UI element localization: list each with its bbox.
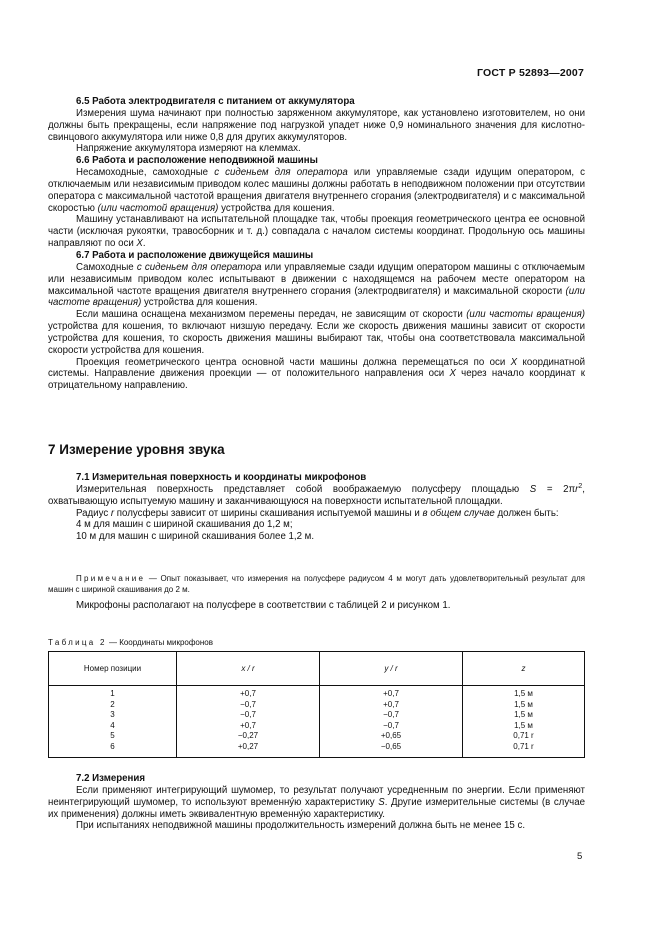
para-7-1-2: Радиус r полусферы зависит от ширины скашивания испытуемой машины и в общем случае должен быть: — [76, 507, 559, 519]
cell-pos: 6 — [49, 742, 177, 757]
cell-x: +0,7 — [177, 721, 320, 732]
para-7-2-2: При испытаниях неподвижной машины продолжительность измерений должна быть не менее 15 с. — [76, 820, 526, 832]
para-6-7-2: Если машина оснащена механизмом перемены передач, не зависящим от скорости (или частоты вращения) устройства для кошения, то включают низшую передачу. Если же скорость движения машины зависит от скорости устройства для кошения, то скорость движения машины выбирают так, чтобы она соответствовала максимальной скорости устройства для кошения. — [48, 309, 585, 356]
cell-pos: 3 — [49, 710, 177, 721]
heading-6-5: 6.5 Работа электродвигателя с питанием от аккумулятора — [76, 96, 355, 107]
table-caption — [48, 638, 213, 647]
cell-y: +0,65 — [320, 731, 463, 742]
section-7-2-block — [48, 773, 585, 832]
list-item-radius-10: 10 м для машин с шириной скашивания более 1,2 м. — [76, 531, 315, 543]
heading-6-7: 6.7 Работа и расположение движущейся машины — [76, 249, 314, 261]
table-row — [49, 686, 585, 700]
cell-x: −0,7 — [177, 700, 320, 711]
note — [48, 573, 585, 595]
section-7-1-block — [48, 472, 585, 543]
para-7-2-1: Если применяют интегрирующий шумомер, то результат получают усредненным по энергии. Если применяют неинтегрирующий шумомер, то используют временну́ю характеристику S. Другие измерительные системы (в случае их применения) должны иметь эквивалентную временну́ю характеристику. — [48, 784, 585, 820]
heading-7-1: 7.1 Измерительная поверхность и координаты микрофонов — [76, 472, 367, 483]
cell-z: 1,5 м — [463, 700, 585, 711]
list-item-radius-4: 4 м для машин с шириной скашивания до 1,2 м; — [76, 519, 293, 531]
para-6-6-1: Несамоходные, самоходные с сиденьем для оператора или управляемые сзади идущим оператором, с отключаемым или независимым приводом колес машины должны работать в неподвижном положении при отсутствии оператора с максимальной частотой вращения двигателя внутреннего сгорания (электродвигателя) и с максимальной скоростью (или частотой вращения) устройства для кошения. — [48, 167, 586, 214]
cell-x: −0,27 — [177, 731, 320, 742]
cell-pos: 2 — [49, 700, 177, 711]
col-x: x / r — [177, 652, 320, 686]
note-text: — Опыт показывает, что измерения на полусфере радиусом 4 м могут дать удовлетворительный результат для машин с шириной скашивания до 2 м. — [48, 574, 585, 594]
cell-z: 1,5 м — [463, 710, 585, 721]
cell-y: −0,7 — [320, 721, 463, 732]
para-7-1-3-block — [48, 600, 585, 612]
table-row — [49, 710, 585, 721]
cell-z: 1,5 м — [463, 686, 585, 700]
document-header: ГОСТ Р 52893—2007 — [476, 67, 584, 79]
coordinates-table — [48, 651, 585, 758]
para-7-1-3: Микрофоны располагают на полусфере в соответствии с таблицей 2 и рисунком 1. — [76, 600, 451, 611]
cell-z: 0,71 r — [463, 731, 585, 742]
section-6-block — [48, 96, 585, 392]
cell-x: +0,7 — [177, 686, 320, 700]
para-6-5-2: Напряжение аккумулятора измеряют на клеммах. — [76, 143, 301, 155]
section-7-title: 7 Измерение уровня звука — [48, 442, 225, 457]
para-6-6-2: Машину устанавливают на испытательной площадке так, чтобы проекция геометрического центра ее основной части (исключая рукоятки, травосборник и т. д.) совпадала с началом системы координат. Продольную ось машины направляют по оси X. — [48, 214, 585, 250]
table-row — [49, 742, 585, 757]
cell-y: +0,7 — [320, 686, 463, 700]
table-row — [49, 700, 585, 711]
table-row — [49, 731, 585, 742]
note-label: Примечание — [76, 574, 146, 583]
cell-y: −0,7 — [320, 710, 463, 721]
heading-7-2: 7.2 Измерения — [76, 773, 146, 784]
cell-pos: 5 — [49, 731, 177, 742]
cell-x: +0,27 — [177, 742, 320, 757]
col-z: z — [463, 652, 585, 686]
col-y: y / r — [320, 652, 463, 686]
para-6-7-1: Самоходные с сиденьем для оператора или управляемые сзади идущим оператором машины с отключаемым или независимым приводом колес испытывают в движении с находящемся на рабочем месте оператором на максимальной частоте вращения двигателя внутреннего сгорания (электродвигателя) и максимальной скорости (или частоте вращения) устройства для кошения. — [48, 261, 585, 309]
table-header-row — [49, 652, 585, 686]
cell-z: 1,5 м — [463, 721, 585, 732]
cell-pos: 1 — [49, 686, 177, 700]
cell-pos: 4 — [49, 721, 177, 732]
page-number: 5 — [577, 851, 583, 862]
cell-y: −0,65 — [320, 742, 463, 757]
cell-z: 0,71 r — [463, 742, 585, 757]
para-6-7-3: Проекция геометрического центра основной части машины должна перемещаться по оси X координатной системы. Направление движения проекции — от положительного направления оси X через начало координат к отрицательному направлению. — [48, 356, 585, 392]
col-position: Номер позиции — [49, 652, 177, 686]
cell-x: −0,7 — [177, 710, 320, 721]
cell-y: +0,7 — [320, 700, 463, 711]
table-row — [49, 721, 585, 732]
table-caption-text: — Координаты микрофонов — [106, 638, 213, 647]
table-caption-label: Таблица 2 — [48, 638, 107, 647]
para-7-1-1: Измерительная поверхность представляет собой воображаемую полусферу площадью $S = 2\pi r^2$, охватывающую испытуемую машину и заканчивающуюся на поверхности испытательной площадки. — [48, 482, 585, 507]
heading-6-6: 6.6 Работа и расположение неподвижной машины — [76, 155, 318, 167]
para-6-5-1: Измерения шума начинают при полностью заряженном аккумуляторе, как установлено изготовителем, но они должны быть прекращены, если напряжение под нагрузкой упадет ниже 0,9 номинального значения для кислотно-свинцового аккумулятора или ниже 0,8 для других аккумуляторов. — [48, 107, 585, 143]
